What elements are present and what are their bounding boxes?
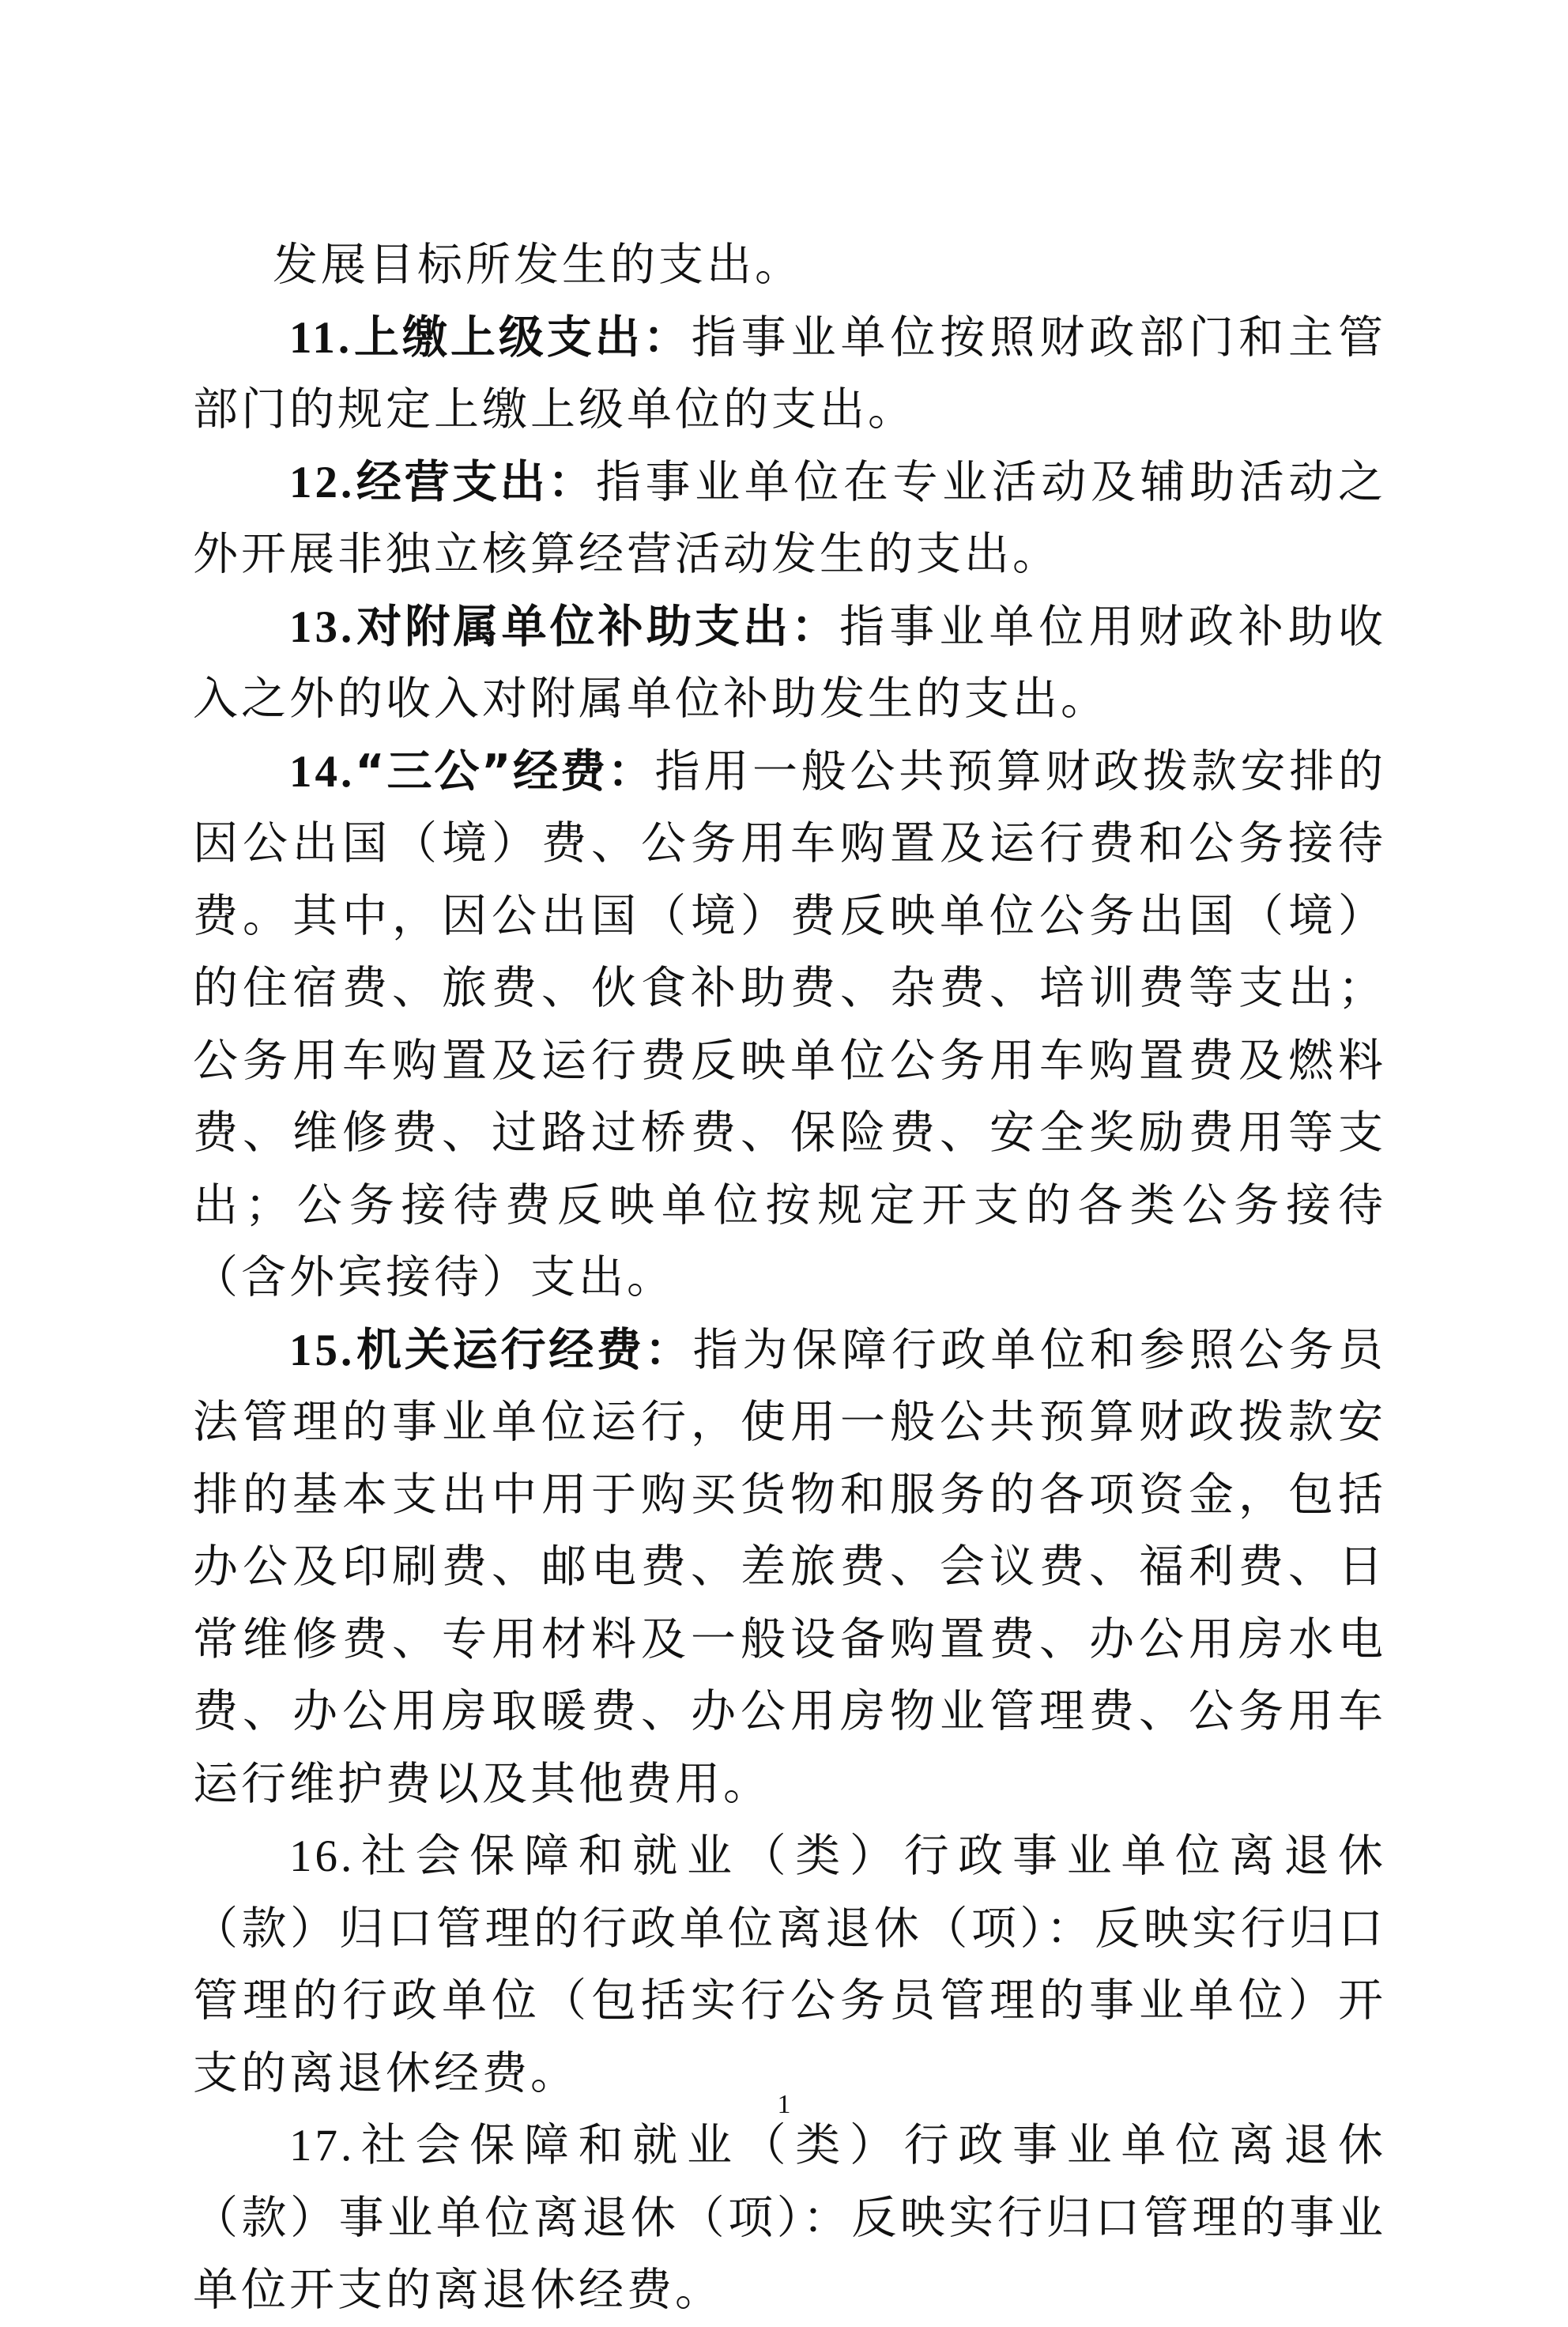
paragraph-body: 发展目标所发生的支出。 <box>273 239 803 291</box>
paragraph-14 <box>193 736 1386 1314</box>
paragraph-body: 指事业单位按照财政部门和主管部门的规定上缴上级单位的支出。 <box>193 311 1386 436</box>
term-heading: 对附属单位补助支出： <box>355 600 840 653</box>
paragraph-12 <box>193 447 1386 591</box>
term-heading: 机关运行经费： <box>355 1323 693 1376</box>
paragraph-body: 指用一般公共预算财政拨款安排的因公出国（境）费、公务用车购置及运行费和公务接待费。其中，因公出国（境）费反映单位公务出国（境）的住宿费、旅费、伙食补助费、杂费、培训费等支出；公务用车购置及运行费反映单位公务用车购置费及燃料费、维修费、过路过桥费、保险费、安全奖励费用等支出；公务接待费反映单位按规定开支的各类公务接待（含外宾接待）支出。 <box>193 745 1386 1303</box>
paragraph-15 <box>193 1314 1386 1821</box>
paragraph-11 <box>193 302 1386 447</box>
paragraph-10-continuation <box>193 229 1386 302</box>
paragraph-body: 指为保障行政单位和参照公务员法管理的事业单位运行，使用一般公共预算财政拨款安排的基本支出中用于购买货物和服务的各项资金，包括办公及印刷费、邮电费、差旅费、会议费、福利费、日常维修费、专用材料及一般设备购置费、办公用房水电费、办公用房取暖费、办公用房物业管理费、公务用车运行维护费以及其他费用。 <box>193 1323 1387 1810</box>
item-number: 16. <box>289 1831 356 1881</box>
item-number: 13. <box>289 602 356 652</box>
paragraph-body: 指事业单位用财政补助收入之外的收入对附属单位补助发生的支出。 <box>193 600 1387 725</box>
term-heading: 经营支出： <box>355 455 596 508</box>
paragraph-body: 指事业单位在专业活动及辅助活动之外开展非独立核算经营活动发生的支出。 <box>193 455 1387 580</box>
item-number: 14. <box>289 746 356 797</box>
paragraph-17 <box>193 2110 1386 2327</box>
paragraph-13 <box>193 591 1386 736</box>
term-heading: “三公”经费： <box>355 745 655 798</box>
term-heading: 上缴上级支出： <box>352 311 692 364</box>
item-number: 17. <box>289 2121 356 2170</box>
page-number: 1 <box>777 2090 791 2119</box>
item-number: 15. <box>289 1325 356 1375</box>
item-number: 12. <box>289 457 356 507</box>
document-body <box>193 229 1386 2327</box>
paragraph-body: 社会保障和就业（类）行政事业单位离退休（款）事业单位离退休（项）：反映实行归口管理的事业单位开支的离退休经费。 <box>193 2119 1386 2316</box>
paragraph-body: 社会保障和就业（类）行政事业单位离退休（款）归口管理的行政单位离退休（项）：反映实行归口管理的行政单位（包括实行公务员管理的事业单位）开支的离退休经费。 <box>193 1830 1386 2099</box>
paragraph-16 <box>193 1820 1386 2110</box>
item-number: 11. <box>289 312 353 363</box>
